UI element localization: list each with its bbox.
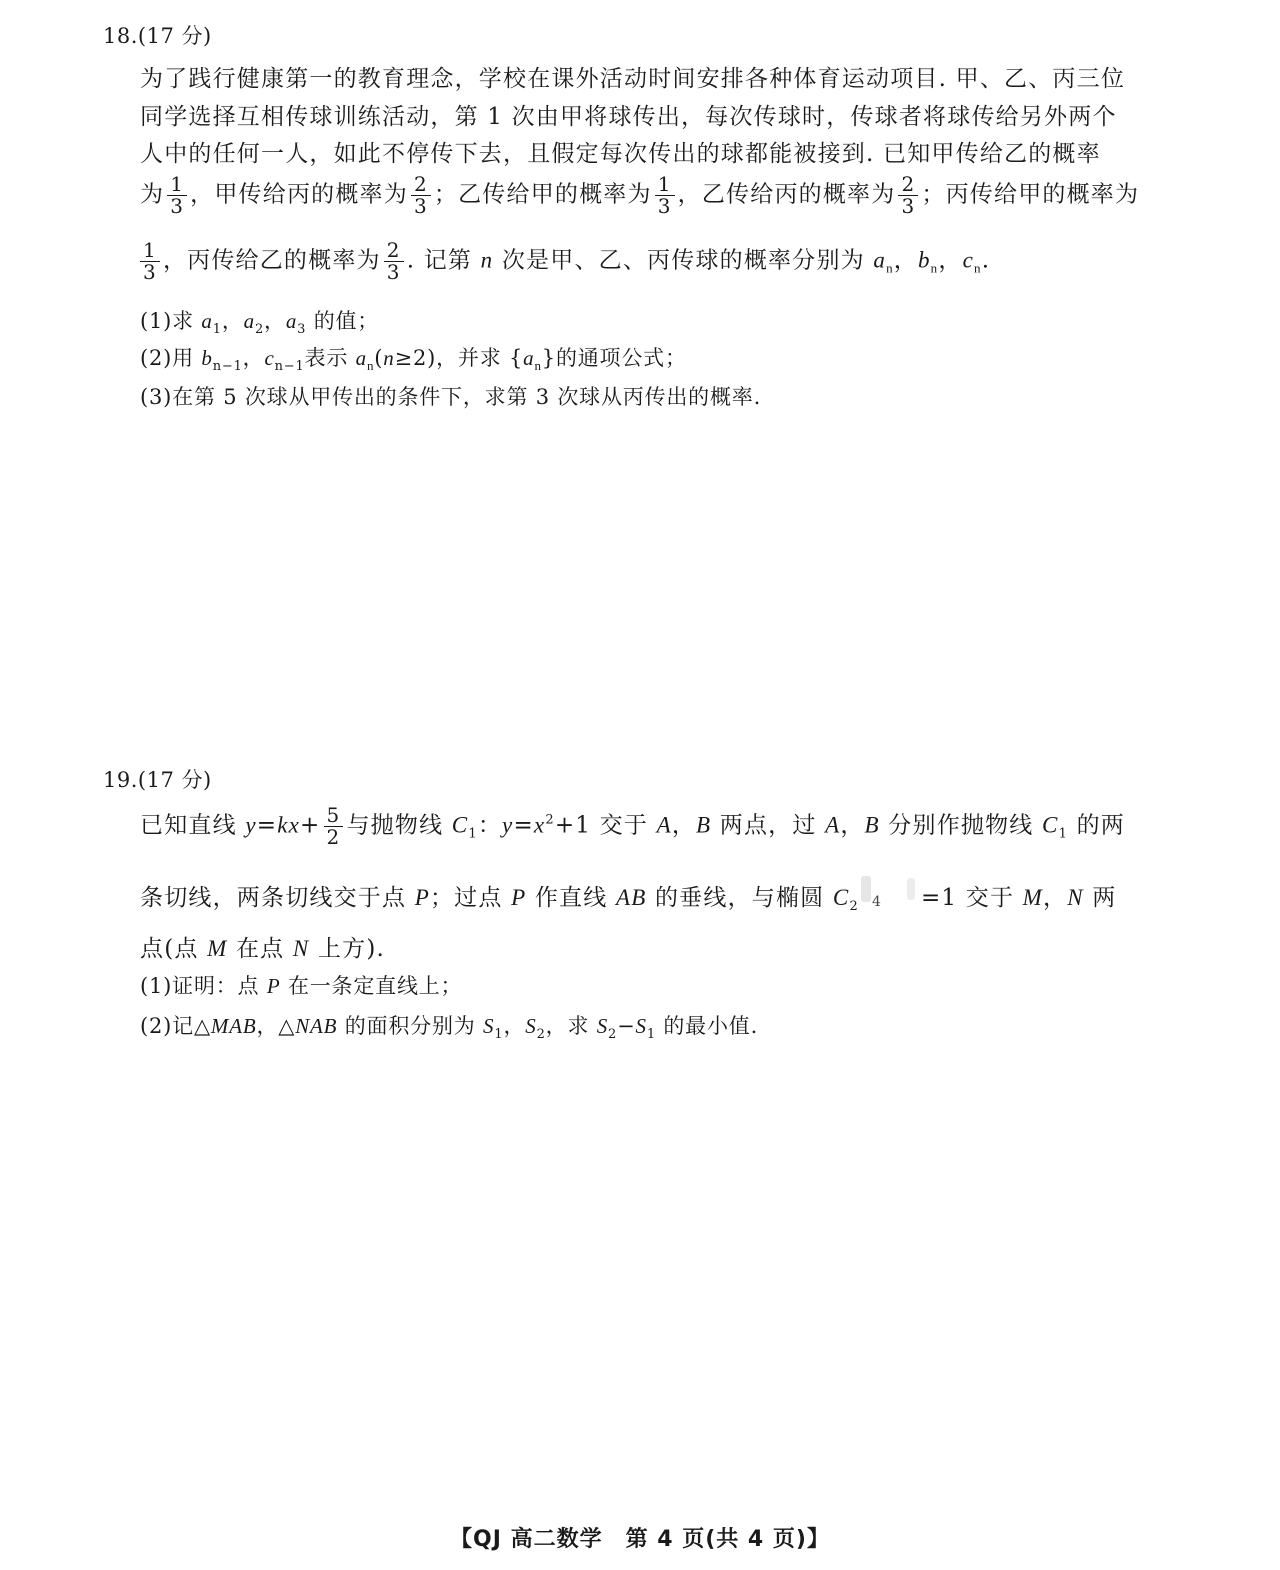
text: =1 交于 [920, 885, 1023, 911]
denominator: 3 [901, 194, 916, 218]
denominator: 2 [326, 825, 341, 849]
subscript: 1 [1058, 826, 1069, 842]
text: 已知直线 [140, 812, 246, 839]
var-MAB: MAB [210, 1014, 257, 1038]
q19-line-3 [140, 930, 385, 963]
subscript: 2 [254, 322, 265, 337]
var-AB: AB [615, 885, 647, 910]
q18-line-4 [140, 174, 1139, 217]
subscript: 3 [297, 322, 307, 337]
comma: ， [840, 812, 865, 839]
text: △ [278, 1014, 296, 1038]
subscript: 2 [608, 1027, 618, 1042]
subscript: n [886, 260, 894, 276]
superscript: 2 [545, 812, 555, 828]
text: 两 [1083, 885, 1117, 911]
var-kx: kx [277, 812, 301, 838]
text: 在点 [227, 936, 293, 962]
fraction [655, 174, 675, 217]
var-B: B [696, 812, 712, 838]
comma: ， [264, 309, 286, 333]
var-a: a [243, 309, 255, 333]
text: ；丙传给甲的概率为 [921, 181, 1140, 208]
text: 次是甲、乙、丙传球的概率分别为 [493, 247, 874, 274]
text: ，乙传给丙的概率为 [677, 181, 896, 208]
denominator-fragment: 4 [871, 894, 883, 910]
fraction [167, 174, 187, 217]
denominator: 3 [143, 260, 157, 284]
comma: ， [221, 309, 244, 333]
var-c: c [264, 346, 275, 370]
var-a: a [355, 346, 367, 370]
var-C: C [451, 812, 469, 838]
comma: ， [671, 812, 697, 839]
var-P: P [266, 974, 281, 998]
colon: ： [477, 812, 503, 839]
text: 上方). [309, 936, 386, 962]
page-footer: 【QJ 高二数学 第 4 页(共 4 页)】 [450, 1527, 830, 1552]
q19-part-1 [140, 970, 462, 1000]
q18-part-3: (3)在第 5 次球从甲传出的条件下，求第 3 次球从丙传出的概率. [140, 385, 762, 409]
numerator: 1 [140, 240, 160, 262]
var-S: S [525, 1014, 537, 1038]
subscript: 1 [646, 1027, 656, 1042]
comma: ， [503, 1014, 526, 1038]
text: 的两 [1068, 812, 1125, 839]
text: 在一条定直线上； [280, 974, 463, 998]
numerator: 1 [167, 174, 187, 196]
var-n: n [480, 247, 494, 273]
var-S: S [596, 1014, 609, 1038]
q18-line-3: 人中的任何一人，如此不停传下去，且假定每次传出的球都能被接到. 已知甲传给乙的概率 [140, 141, 1101, 167]
var-y: y [245, 812, 257, 838]
var-N: N [1067, 885, 1084, 910]
denominator: 3 [386, 260, 401, 284]
numerator: 2 [411, 174, 431, 196]
var-S: S [635, 1014, 647, 1038]
subscript: n−1 [212, 359, 243, 374]
var-b: b [917, 247, 931, 273]
q19-part-2 [140, 1010, 758, 1042]
q18-line-1: 为了践行健康第一的教育理念，学校在课外活动时间安排各种体育运动项目. 甲、乙、丙三位 [140, 66, 1126, 92]
subscript: 2 [849, 899, 859, 914]
denominator: 3 [170, 194, 185, 218]
var-b: b [201, 346, 213, 370]
comma: ， [256, 1014, 279, 1038]
q19-line-2 [140, 879, 1117, 914]
text: ≥2)，并求 { [394, 346, 524, 370]
text: 分别作抛物线 [879, 812, 1043, 839]
var-x: x [533, 812, 546, 838]
equals-sign: = [256, 812, 278, 839]
equals-sign: = [513, 812, 534, 839]
text: . 记第 [406, 247, 481, 274]
var-P: P [511, 885, 527, 910]
text: ，丙传给乙的概率为 [162, 247, 381, 274]
text: (2)用 [140, 346, 202, 370]
var-A: A [656, 812, 672, 838]
text: 两点，过 [711, 812, 826, 839]
text: 的值； [306, 309, 380, 333]
var-a: a [523, 346, 535, 370]
var-B: B [864, 812, 880, 838]
var-M: M [207, 936, 228, 961]
fraction [384, 240, 404, 283]
var-M: M [1022, 885, 1044, 910]
fraction [411, 174, 431, 217]
text: (1)证明：点 [140, 974, 267, 998]
text: 的最小值. [655, 1014, 759, 1038]
var-N: N [292, 936, 310, 961]
text: ，甲传给丙的概率为 [190, 181, 408, 208]
text: 条切线，两条切线交于点 [140, 885, 415, 911]
q19-line-1 [140, 805, 1125, 848]
subscript: n [930, 260, 939, 276]
var-NAB: NAB [295, 1014, 338, 1038]
q18-part-1 [140, 305, 379, 337]
text: (1)求 [140, 309, 202, 333]
var-n: n [383, 346, 395, 370]
smudge-mark [861, 876, 871, 902]
comma: ， [938, 247, 963, 274]
q19-header: 19.(17 分) [103, 768, 212, 792]
subscript: n [974, 260, 982, 276]
subscript: 1 [468, 826, 478, 842]
subscript: 2 [536, 1027, 546, 1042]
smudge-mark [907, 878, 915, 900]
var-P: P [414, 885, 430, 910]
var-a: a [285, 309, 298, 333]
numerator: 1 [655, 174, 675, 196]
var-C: C [1042, 812, 1059, 838]
var-S: S [483, 1014, 495, 1038]
text: 与抛物线 [346, 812, 452, 839]
text: 作直线 [526, 885, 616, 911]
text: 的面积分别为 [337, 1014, 484, 1038]
subscript: n [534, 358, 542, 373]
comma: ， [893, 247, 918, 274]
var-a: a [873, 247, 887, 273]
var-y: y [502, 812, 514, 838]
text: 表示 [304, 346, 356, 370]
q18-line-5 [140, 240, 990, 283]
period: . [981, 247, 991, 274]
q18-part-2 [140, 342, 687, 374]
subscript: 1 [494, 1027, 504, 1042]
denominator: 3 [657, 194, 672, 218]
subscript: n−1 [274, 359, 305, 374]
fraction [898, 174, 918, 217]
q18-line-2: 同学选择互相传球训练活动，第 1 次由甲将球传出，每次传球时，传球者将球传给另外两个 [140, 104, 1117, 130]
minus-sign: − [617, 1014, 636, 1038]
text: 的垂线，与椭圆 [646, 885, 833, 911]
denominator: 3 [413, 194, 428, 218]
comma: ， [1043, 885, 1068, 911]
text: }的通项公式； [541, 346, 687, 370]
var-A: A [825, 812, 841, 838]
text: ( [374, 346, 384, 370]
text: ；乙传给甲的概率为 [433, 181, 652, 208]
fraction [324, 805, 344, 848]
text: 点(点 [140, 936, 208, 962]
numerator: 5 [324, 805, 344, 827]
numerator: 2 [384, 240, 404, 262]
subscript: 1 [212, 322, 222, 337]
q18-header: 18.(17 分) [103, 24, 212, 48]
text: +1 交于 [554, 812, 657, 839]
subscript: n [366, 358, 375, 373]
var-a: a [201, 309, 213, 333]
var-c: c [962, 247, 974, 273]
text: 为 [140, 181, 165, 208]
numerator: 2 [898, 174, 918, 196]
text: (2)记△ [140, 1014, 211, 1038]
var-C: C [832, 885, 850, 910]
plus-sign: + [300, 812, 321, 839]
obscured-ellipse-equation [859, 884, 921, 914]
comma: ， [242, 346, 265, 370]
fraction [140, 240, 160, 283]
text: ；过点 [429, 885, 512, 911]
text: ，求 [545, 1014, 597, 1038]
